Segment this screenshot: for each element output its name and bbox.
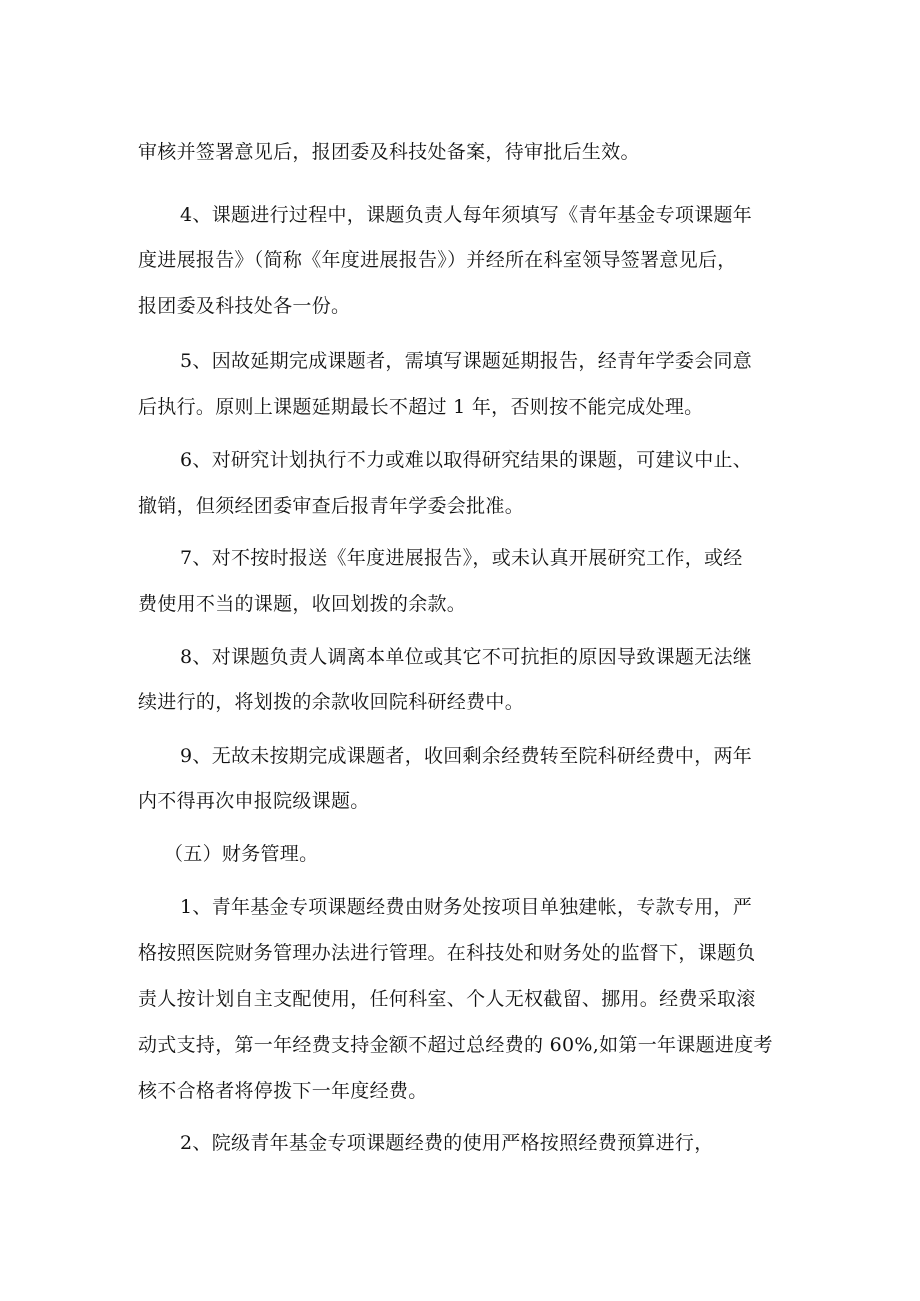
paragraph-line: 责人按计划自主支配使用，任何科室、个人无权截留、挪用。经费采取滚 [138, 988, 756, 1010]
section-heading: （五）财务管理。 [164, 843, 319, 865]
paragraph-line: 7、对不按时报送《年度进展报告》，或未认真开展研究工作，或经 [180, 547, 743, 569]
paragraph-line: 审核并签署意见后，报团委及科技处备案，待审批后生效。 [138, 141, 640, 163]
paragraph-line: 8、对课题负责人调离本单位或其它不可抗拒的原因导致课题无法继 [180, 646, 753, 668]
paragraph-line: 费使用不当的课题，收回划拨的余款。 [138, 593, 467, 615]
paragraph-line: 格按照医院财务管理办法进行管理。在科技处和财务处的监督下，课题负 [138, 942, 756, 964]
paragraph-line: 核不合格者将停拨下一年度经费。 [138, 1080, 428, 1102]
paragraph-line: 续进行的，将划拨的余款收回院科研经费中。 [138, 691, 525, 713]
paragraph-line: 内不得再次申报院级课题。 [138, 790, 370, 812]
paragraph-line: 动式支持，第一年经费支持金额不超过总经费的 60%,如第一年课题进度考 [138, 1034, 773, 1056]
paragraph-line: 撤销，但须经团委审查后报青年学委会批准。 [138, 495, 525, 517]
paragraph-line: 6、对研究计划执行不力或难以取得研究结果的课题，可建议中止、 [180, 449, 753, 471]
paragraph-line: 5、因故延期完成课题者，需填写课题延期报告，经青年学委会同意 [180, 350, 753, 372]
paragraph-line: 报团委及科技处各一份。 [138, 295, 351, 317]
paragraph-line: 2、院级青年基金专项课题经费的使用严格按照经费预算进行， [180, 1132, 714, 1154]
paragraph-line: 度进展报告》（简称《年度进展报告》）并经所在科室领导签署意见后， [138, 249, 737, 271]
paragraph-line: 4、课题进行过程中，课题负责人每年须填写《青年基金专项课题年 [180, 204, 753, 226]
paragraph-line: 9、无故未按期完成课题者，收回剩余经费转至院科研经费中，两年 [180, 745, 753, 767]
paragraph-line: 后执行。原则上课题延期最长不超过 1 年，否则按不能完成处理。 [138, 396, 704, 418]
paragraph-line: 1、青年基金专项课题经费由财务处按项目单独建帐，专款专用，严 [180, 896, 753, 918]
